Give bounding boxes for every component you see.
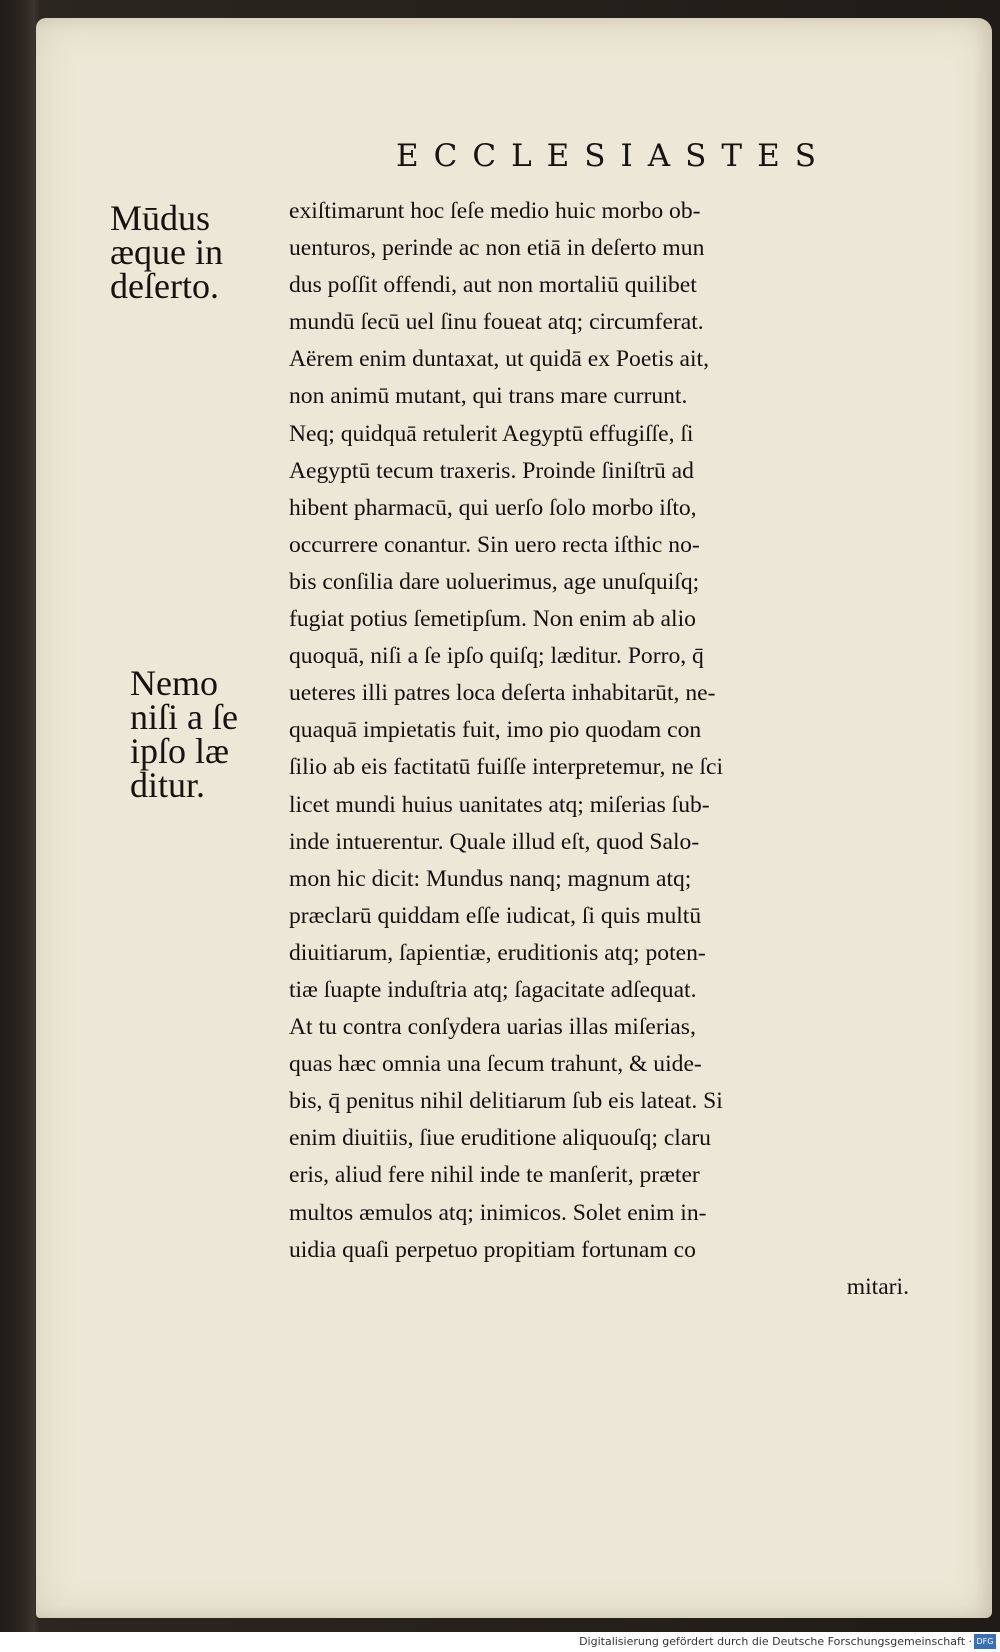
body-line: ueteres illi patres loca deſerta inhabitarūt, ne- <box>289 680 716 707</box>
book-page <box>36 18 992 1618</box>
body-line: dus poſſit offendi, aut non mortaliū quilibet <box>289 272 697 299</box>
body-line: licet mundi huius uanitates atq; miſerias ſub- <box>289 791 710 818</box>
marginal-note-line: ipſo læ <box>130 731 230 771</box>
body-text <box>289 193 969 1306</box>
marginal-note-line: deſerto. <box>110 266 219 306</box>
marginal-note-line: niſi a ſe <box>130 697 238 737</box>
body-line: Neq; quidquā retulerit Aegyptū effugiſſe, ſi <box>289 420 694 447</box>
body-line: uenturos, perinde ac non etiā in deſerto mun <box>289 235 705 262</box>
marginal-note-line: æque in <box>110 232 223 272</box>
body-line: diuitiarum, ſapientiæ, eruditionis atq; poten- <box>289 939 706 966</box>
body-line: Aërem enim duntaxat, ut quidā ex Poetis ait, <box>289 346 709 373</box>
body-line: At tu contra conſydera uarias illas miſerias, <box>289 1014 696 1041</box>
body-line: non animū mutant, qui trans mare currunt. <box>289 383 688 410</box>
body-line: præclarū quiddam eſſe iudicat, ſi quis multū <box>289 902 702 929</box>
body-line: quoquā, niſi a ſe ipſo quiſq; læditur. Porro, q̄ <box>289 643 704 670</box>
body-line: bis, q̄ penitus nihil delitiarum ſub eis lateat. Si <box>289 1088 723 1115</box>
marginal-note-line: Nemo <box>130 663 218 703</box>
body-line: multos æmulos atq; inimicos. Solet enim in- <box>289 1199 707 1226</box>
body-line: tiæ ſuapte induſtria atq; ſagacitate adſequat. <box>289 976 697 1003</box>
marginal-note-line: ditur. <box>130 765 206 805</box>
body-line: mundū ſecū uel ſinu foueat atq; circumferat. <box>289 309 704 336</box>
dfg-logo-icon: DFG <box>974 1634 996 1649</box>
body-line: Aegyptū tecum traxeris. Proinde ſiniſtrū ad <box>289 457 694 484</box>
body-line: bis conſilia dare uoluerimus, age unuſquiſq; <box>289 568 700 595</box>
digitization-footer <box>0 1632 1000 1652</box>
footer-credit: Digitalisierung gefördert durch die Deutsche Forschungsgemeinschaft · <box>579 1635 972 1648</box>
running-head: ECCLESIASTES <box>396 138 831 174</box>
body-line: inde intuerentur. Quale illud eſt, quod Salo- <box>289 828 700 855</box>
body-line: uidia quaſi perpetuo propitiam fortunam co <box>289 1236 696 1263</box>
body-line: fugiat potius ſemetipſum. Non enim ab alio <box>289 606 696 633</box>
body-line: quaquā impietatis fuit, imo pio quodam con <box>289 717 702 744</box>
body-line: occurrere conantur. Sin uero recta iſthic no- <box>289 531 700 558</box>
marginal-note <box>110 198 223 306</box>
body-line-catchword: mitari. <box>846 1273 909 1300</box>
body-line: hibent pharmacū, qui uerſo ſolo morbo iſto, <box>289 494 697 521</box>
marginal-note-line: Mūdus <box>110 198 211 238</box>
body-line: enim diuitiis, ſiue eruditione aliquouſq; claru <box>289 1125 711 1152</box>
body-line: ſilio ab eis factitatū fuiſſe interpretemur, ne ſci <box>289 754 724 781</box>
body-line: quas hæc omnia una ſecum trahunt, & uide- <box>289 1051 702 1078</box>
body-line: exiſtimarunt hoc ſeſe medio huic morbo ob- <box>289 198 701 224</box>
body-line: eris, aliud fere nihil inde te manſerit, præter <box>289 1162 700 1189</box>
marginal-note <box>130 663 238 805</box>
body-line: mon hic dicit: Mundus nanq; magnum atq; <box>289 865 692 892</box>
